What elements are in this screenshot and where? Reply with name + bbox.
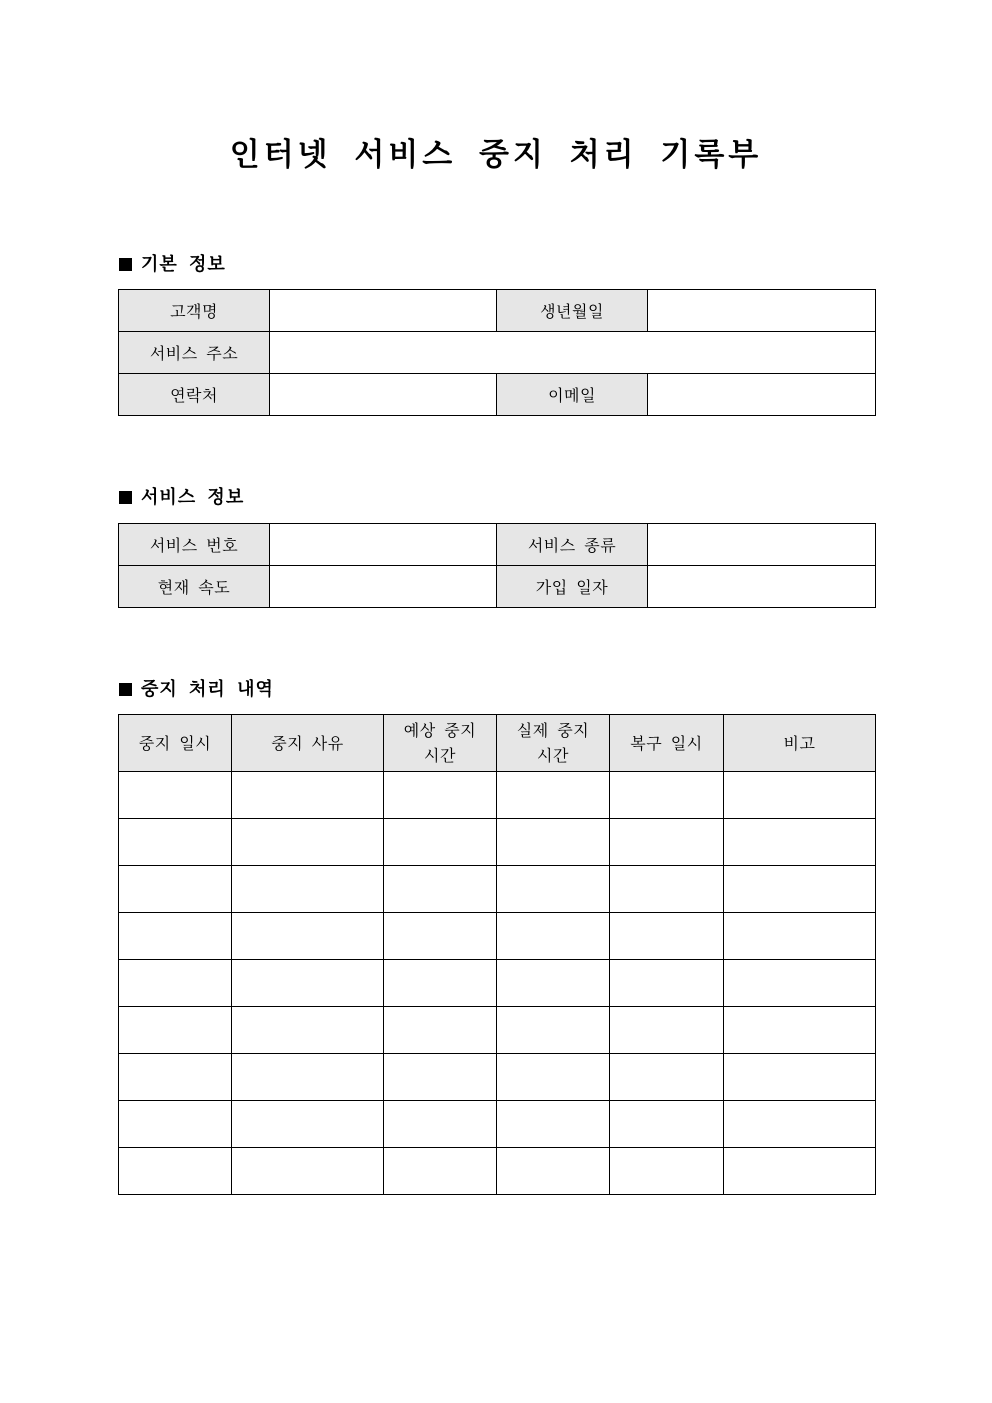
cell-remarks[interactable] [724,772,876,819]
table-row [119,1148,876,1195]
service-address-label: 서비스 주소 [119,332,270,374]
cell-stop-datetime[interactable] [119,1007,232,1054]
section-heading-service-info [119,486,244,510]
cell-remarks[interactable] [724,1054,876,1101]
cell-stop-reason[interactable] [232,772,384,819]
cell-expected-stop-time[interactable] [384,772,497,819]
page-title: 인터넷 서비스 중지 처리 기록부 [229,137,763,173]
cell-remarks[interactable] [724,1101,876,1148]
cell-remarks[interactable] [724,960,876,1007]
service-type-label: 서비스 종류 [497,524,648,566]
cell-expected-stop-time[interactable] [384,1148,497,1195]
cell-stop-datetime[interactable] [119,1054,232,1101]
section-heading-stop-log-text: 중지 처리 내역 [141,679,274,700]
table-row [119,332,876,374]
current-speed-label: 현재 속도 [119,566,270,608]
cell-stop-datetime[interactable] [119,772,232,819]
column-header-expected-stop-line1: 예상 중지 [403,721,477,740]
cell-stop-datetime[interactable] [119,819,232,866]
cell-expected-stop-time[interactable] [384,819,497,866]
column-header-actual-stop-line1: 실제 중지 [516,721,590,740]
basic-info-table [118,289,876,416]
cell-stop-datetime[interactable] [119,1101,232,1148]
cell-restore-datetime[interactable] [610,772,724,819]
email-label: 이메일 [497,374,648,416]
cell-restore-datetime[interactable] [610,960,724,1007]
cell-expected-stop-time[interactable] [384,1007,497,1054]
table-row [119,1101,876,1148]
signup-date-field[interactable] [648,566,876,608]
table-row [119,866,876,913]
cell-stop-reason[interactable] [232,1101,384,1148]
cell-actual-stop-time[interactable] [497,866,610,913]
cell-remarks[interactable] [724,866,876,913]
stop-log-table [118,714,876,1195]
service-info-table [118,523,876,608]
table-row [119,290,876,332]
cell-restore-datetime[interactable] [610,866,724,913]
email-field[interactable] [648,374,876,416]
birth-date-field[interactable] [648,290,876,332]
cell-restore-datetime[interactable] [610,1054,724,1101]
table-row [119,524,876,566]
cell-actual-stop-time[interactable] [497,819,610,866]
contact-label: 연락처 [119,374,270,416]
cell-remarks[interactable] [724,1148,876,1195]
cell-actual-stop-time[interactable] [497,1054,610,1101]
birth-date-label: 생년월일 [497,290,648,332]
cell-stop-reason[interactable] [232,1054,384,1101]
section-heading-stop-log [119,678,274,702]
cell-restore-datetime[interactable] [610,1101,724,1148]
customer-name-label: 고객명 [119,290,270,332]
table-row [119,566,876,608]
cell-actual-stop-time[interactable] [497,1101,610,1148]
table-row [119,772,876,819]
black-square-icon [119,258,132,271]
cell-expected-stop-time[interactable] [384,913,497,960]
cell-expected-stop-time[interactable] [384,1054,497,1101]
cell-actual-stop-time[interactable] [497,960,610,1007]
table-row [119,1007,876,1054]
cell-stop-datetime[interactable] [119,866,232,913]
table-row [119,1054,876,1101]
customer-name-field[interactable] [270,290,497,332]
contact-field[interactable] [270,374,497,416]
section-heading-basic-info [119,253,226,277]
column-header-expected-stop-line2: 시간 [424,746,456,765]
cell-expected-stop-time[interactable] [384,866,497,913]
service-address-field[interactable] [270,332,876,374]
table-header-row [119,715,876,772]
signup-date-label: 가입 일자 [497,566,648,608]
column-header-stop-datetime: 중지 일시 [119,715,232,772]
cell-stop-datetime[interactable] [119,1148,232,1195]
section-heading-service-info-text: 서비스 정보 [141,487,245,508]
black-square-icon [119,683,132,696]
cell-actual-stop-time[interactable] [497,1148,610,1195]
cell-restore-datetime[interactable] [610,1007,724,1054]
section-heading-basic-info-text: 기본 정보 [141,254,226,275]
cell-stop-reason[interactable] [232,819,384,866]
cell-restore-datetime[interactable] [610,819,724,866]
cell-expected-stop-time[interactable] [384,1101,497,1148]
black-square-icon [119,491,132,504]
table-row [119,819,876,866]
service-number-field[interactable] [270,524,497,566]
column-header-remarks: 비고 [724,715,876,772]
column-header-stop-reason: 중지 사유 [232,715,384,772]
column-header-expected-stop-time [384,715,497,772]
cell-stop-datetime[interactable] [119,913,232,960]
table-row [119,960,876,1007]
cell-actual-stop-time[interactable] [497,913,610,960]
current-speed-field[interactable] [270,566,497,608]
cell-stop-reason[interactable] [232,913,384,960]
cell-restore-datetime[interactable] [610,1148,724,1195]
column-header-actual-stop-time [497,715,610,772]
cell-stop-datetime[interactable] [119,960,232,1007]
cell-remarks[interactable] [724,1007,876,1054]
service-type-field[interactable] [648,524,876,566]
service-number-label: 서비스 번호 [119,524,270,566]
cell-restore-datetime[interactable] [610,913,724,960]
cell-actual-stop-time[interactable] [497,1007,610,1054]
cell-stop-reason[interactable] [232,960,384,1007]
cell-expected-stop-time[interactable] [384,960,497,1007]
cell-stop-reason[interactable] [232,1148,384,1195]
stop-log-body [119,772,876,1195]
cell-stop-reason[interactable] [232,1007,384,1054]
cell-actual-stop-time[interactable] [497,772,610,819]
cell-remarks[interactable] [724,819,876,866]
column-header-actual-stop-line2: 시간 [537,746,569,765]
column-header-restore-datetime: 복구 일시 [610,715,724,772]
table-row [119,913,876,960]
cell-stop-reason[interactable] [232,866,384,913]
cell-remarks[interactable] [724,913,876,960]
table-row [119,374,876,416]
